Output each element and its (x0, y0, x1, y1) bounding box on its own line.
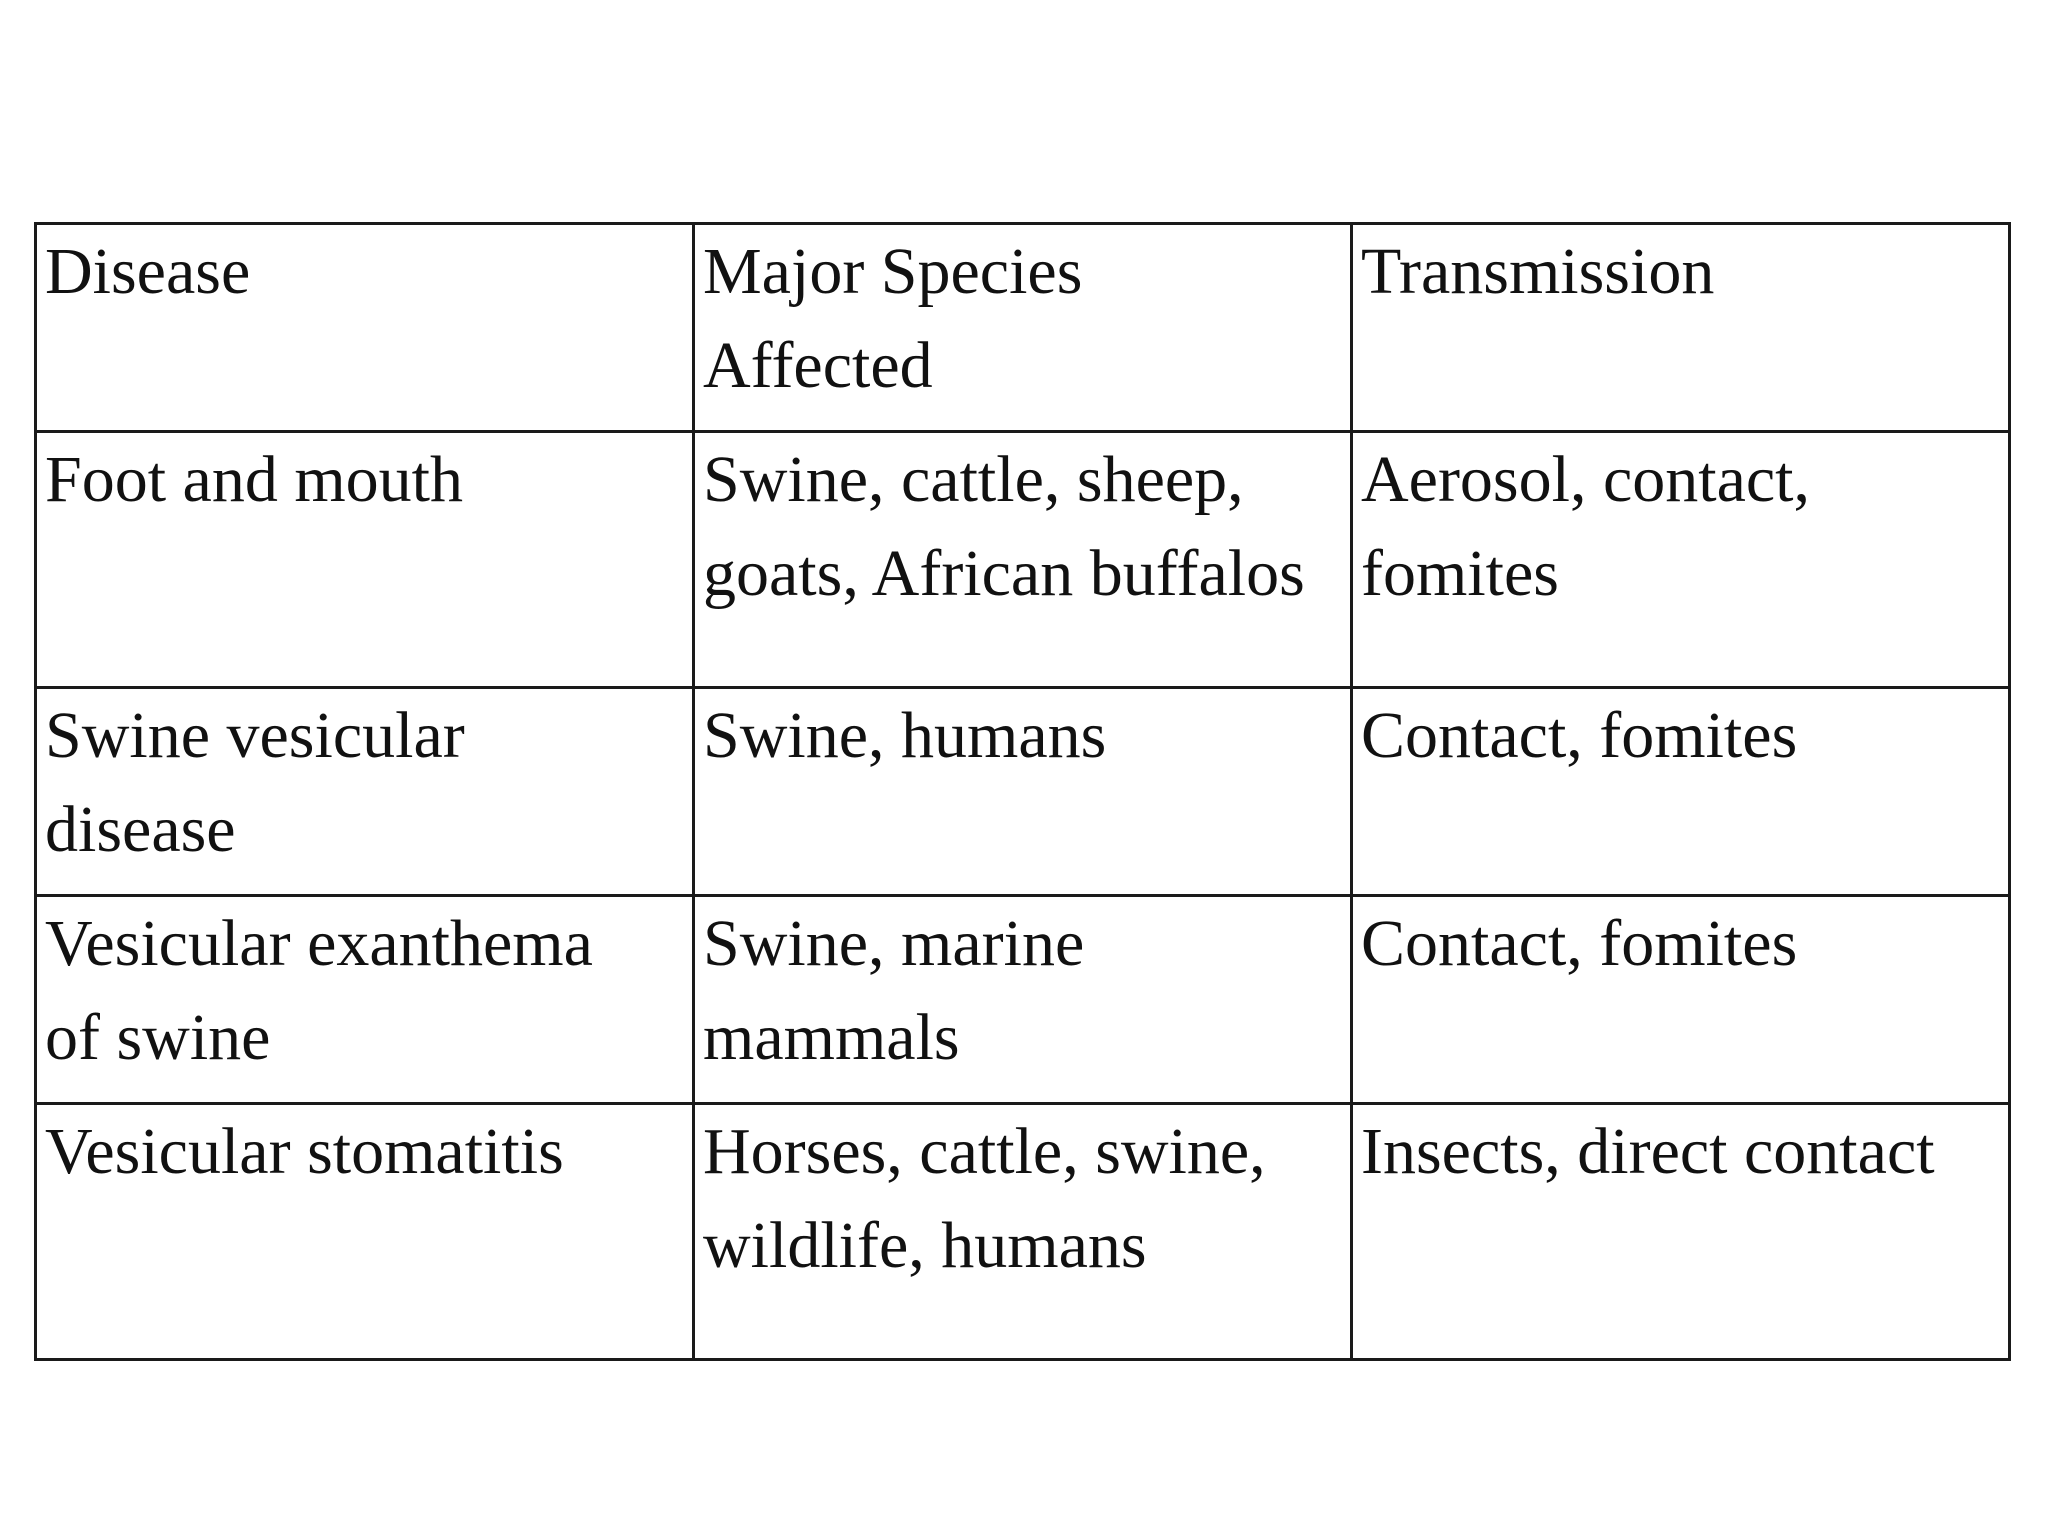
cell-transmission: Contact, fomites (1352, 688, 2010, 896)
disease-table-container (34, 222, 2011, 1361)
table-header-row (36, 224, 2010, 432)
cell-species: Swine, humans (694, 688, 1352, 896)
cell-transmission: Contact, fomites (1352, 896, 2010, 1104)
table-row (36, 688, 2010, 896)
header-cell-disease: Disease (36, 224, 694, 432)
table-row (36, 1104, 2010, 1360)
cell-species: Swine, marine mammals (694, 896, 1352, 1104)
cell-species: Horses, cattle, swine, wildlife, humans (694, 1104, 1352, 1360)
disease-table (34, 222, 2011, 1361)
cell-transmission: Aerosol, contact, fomites (1352, 432, 2010, 688)
cell-transmission: Insects, direct contact (1352, 1104, 2010, 1360)
cell-disease: Vesicular exanthema of swine (36, 896, 694, 1104)
cell-disease: Foot and mouth (36, 432, 694, 688)
header-cell-transmission: Transmission (1352, 224, 2010, 432)
table-row (36, 896, 2010, 1104)
header-cell-species: Major Species Affected (694, 224, 1352, 432)
cell-species: Swine, cattle, sheep, goats, African buffalos (694, 432, 1352, 688)
cell-disease: Swine vesicular disease (36, 688, 694, 896)
table-row (36, 432, 2010, 688)
cell-disease: Vesicular stomatitis (36, 1104, 694, 1360)
